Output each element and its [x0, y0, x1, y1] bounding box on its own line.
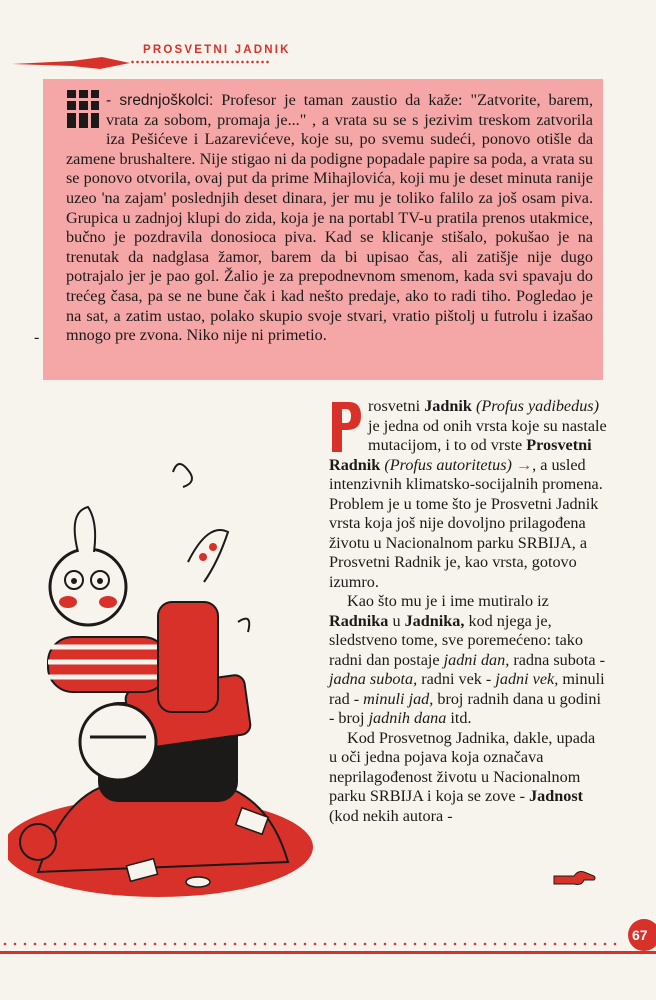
header-arrow-icon [12, 55, 130, 71]
intro-paragraph [66, 91, 593, 346]
p2-italic: jadni dan, [443, 650, 510, 669]
cartoon-illustration [8, 452, 326, 907]
p2-italic: jadni vek, [495, 670, 559, 688]
p3-text: Kod Prosvetnog Jadnika, dakle, upada u oči jedna pojava koja označava neprilagođenost životu u Nacionalnom parku SRBIJA i koja se zove - [329, 728, 596, 805]
p2-bold: Radnika [329, 611, 389, 630]
body-column [329, 397, 607, 826]
page-number: 67 [628, 919, 656, 951]
p2-text: Kao što mu je i ime mutiralo iz [347, 592, 549, 610]
footer-rule [0, 951, 656, 954]
p2-text: radni vek - [417, 670, 496, 688]
p2-bold: Jadnika, [404, 611, 465, 630]
p1-bold-2: Prosvetni Radnik [329, 436, 592, 474]
p1-italic-1: (Profus yadibedus) [471, 397, 599, 415]
p3-bold: Jadnost [529, 787, 584, 805]
body-paragraph-3 [329, 729, 607, 827]
intro-body: Profesor je taman zaustio da kaže: "Zatvorite, barem, vrata za sobom, promaja je..." , a vrata su se s jezivim treskom zatvorila iza Pešićeve i Lazarevićeve, koje su, po svemu sudeći, ponovo otišle da zamene brushaltere. Nije stigao ni da podigne popadale papire sa poda, a vrata su se ponovo otvorila, ovaj put da prime Mihajlovića, koji mu je deset minuta ranije uzeo 'na zajam' poslednjih deset dinara, jer mu je toliko falilo za još osam piva. Grupica u zadnjoj klupi do zida, koja je na portabl TV-u pratila prenos utakmice, bučno je pozdravila donosioca piva. Kad se klicanje stišalo, pokušao je na trenutak da nadglasa žamor, barem da bi upisao čas, ali zatišje nije dugo potrajalo jer je pao gol. Žalio je za prepodnevnom smenom, kada svi spavaju do trećeg časa, pa se ne bune čak i kad nešto predaje, ako to radi tiho. Pogledao je na sat, a zatim ustao, polako skupio svoje stvari, vratio pištolj u futrolu i izašao mnogo pre zvona. Niko nije ni primetio. [66, 91, 593, 345]
intro-lead: - srednjoškolci: [106, 92, 214, 109]
p2-text: itd. [446, 709, 472, 727]
p1-text-2: , a usled intenzivnih klimatsko-socijalnih promena. Problem je u tome što je Prosvetni Jadnik vrsta koja još nije dovoljno prilagođena životu u Nacionalnom parku SRBIJA, a Prosvetni Radnik je, kao vrsta, gotovo izumro. [329, 455, 603, 591]
p2-text: minuli rad - [329, 670, 605, 708]
running-header-title: PROSVETNI JADNIK [143, 44, 291, 56]
p3-text: (kod nekih autora - [329, 806, 453, 825]
p2-text: u [388, 611, 405, 630]
p2-italic: jadnih dana [368, 709, 447, 727]
p1-rest: rosvetni [368, 397, 425, 415]
p2-text: radna subota - [509, 650, 606, 669]
header-dots [130, 59, 270, 65]
p1-bold-1: Jadnik [424, 397, 472, 415]
arrow-icon: → [511, 455, 533, 474]
p2-text: kod njega je, sledstveno tome, sve poremećeno: tako radni dan postaje [329, 611, 583, 669]
body-paragraph-1 [329, 397, 607, 592]
p2-text: broj radnih dana u godini - broj [329, 689, 601, 727]
body-paragraph-2 [329, 592, 607, 729]
pointing-hand-icon [552, 866, 596, 890]
p2-italic: jadna subota, [329, 670, 418, 688]
initial-spacer [66, 91, 106, 131]
drop-cap-p-icon [329, 400, 362, 454]
footer-dots [0, 941, 620, 947]
p2-italic: minuli jad, [363, 689, 434, 708]
margin-mark: - [34, 329, 40, 346]
p1-text-1: je jedna od onih vrsta koje su nastale mutacijom, i to od vrste [368, 416, 607, 454]
p1-italic-2: (Profus autoritetus) [380, 455, 512, 474]
